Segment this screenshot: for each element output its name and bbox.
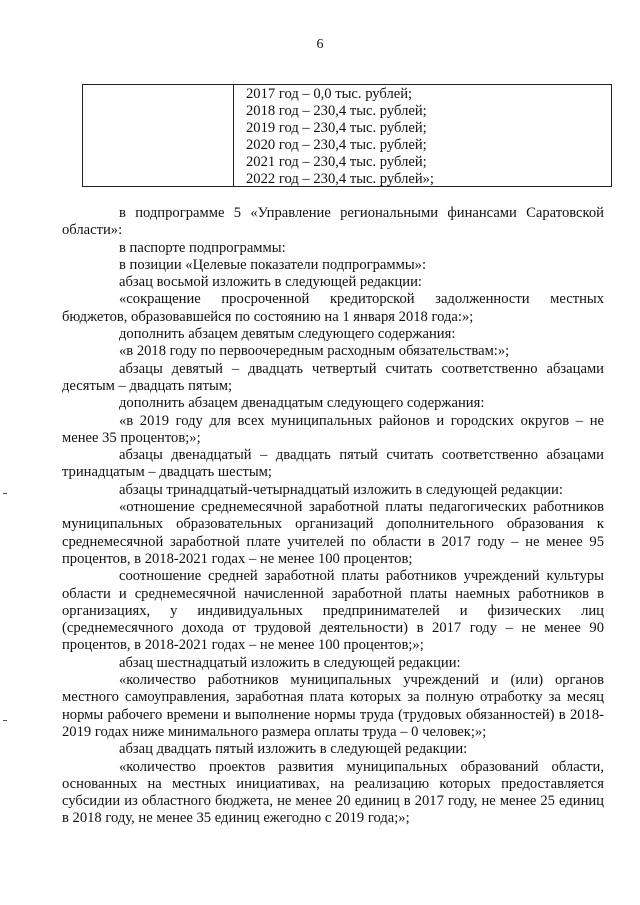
paragraph-teacher-salary: «отношение среднемесячной заработной платы педагогических работников муниципальных образовательных организаций дополнительного образования к среднемесячной заработной плате учителей по области в 2017 году – не менее 95 процентов, в 2018-2021 годах – не менее 100 процентов; bbox=[62, 499, 604, 567]
paragraph-13-14-edit: абзацы тринадцатый-четырнадцатый изложить в следующей редакции: bbox=[119, 481, 563, 498]
scan-margin-mark bbox=[3, 720, 7, 721]
funding-line-2017: 2017 год – 0,0 тыс. рублей; bbox=[246, 86, 413, 102]
paragraph-culture-salary: соотношение средней заработной платы работников учреждений культуры области и среднемесячной начисленной заработной платы наемных работников в организациях, у индивидуальных предпринимателей и физических лиц (среднемесячного дохода от трудовой деятельности) в 2017 году – не менее 90 процентов, в 2018-2021 годах – не менее 100 процентов;»; bbox=[62, 568, 604, 654]
paragraph-renumber-9-24: абзацы девятый – двадцать четвертый считать соответственно абзацами десятым – двадцать пятым; bbox=[62, 360, 604, 394]
paragraph-passport: в паспорте подпрограммы: bbox=[119, 239, 286, 256]
funding-line-2018: 2018 год – 230,4 тыс. рублей; bbox=[246, 102, 427, 119]
paragraph-sixteenth-edit: абзац шестнадцатый изложить в следующей редакции: bbox=[119, 654, 461, 671]
paragraph-debt-reduction: «сокращение просроченной кредиторской задолженности местных бюджетов, образовавшейся по состоянию на 1 января 2018 года:»; bbox=[62, 291, 604, 325]
paragraph-local-initiatives: «количество проектов развития муниципальных образований области, основанных на местных инициативах, на реализацию которых предоставляется субсидии из областного бюджета, не менее 20 единиц в 2017 году, не менее 25 единиц в 2018 году, не менее 35 единиц ежегодно с 2019 года;»; bbox=[62, 758, 604, 827]
paragraph-renumber-12-25: абзацы двенадцатый – двадцать пятый считать соответственно абзацами тринадцатым – двадцать шестым; bbox=[62, 447, 604, 481]
document-body bbox=[62, 205, 604, 828]
funding-table bbox=[82, 84, 612, 187]
scan-margin-mark bbox=[3, 493, 7, 494]
paragraph-25th-edit: абзац двадцать пятый изложить в следующей редакции: bbox=[119, 741, 468, 758]
paragraph-add-ninth: дополнить абзацем девятым следующего содержания: bbox=[119, 326, 456, 343]
funding-line-2021: 2021 год – 230,4 тыс. рублей; bbox=[246, 153, 427, 170]
paragraph-eighth-abzac: абзац восьмой изложить в следующей редакции: bbox=[119, 274, 422, 291]
paragraph-2019-districts: «в 2019 году для всех муниципальных районов и городских округов – не менее 35 процентов;»; bbox=[62, 412, 604, 446]
paragraph-target-indicators: в позиции «Целевые показатели подпрограммы»: bbox=[119, 256, 427, 273]
paragraph-min-wage: «количество работников муниципальных учреждений и (или) органов местного самоуправления, заработная плата которых за полную отработку за месяц нормы рабочего времени и выполнение нормы труда (трудовых обязанностей) в 2018-2019 годах ниже минимального размера оплаты труда – 0 человек;»; bbox=[62, 672, 604, 740]
paragraph-2018-priority: «в 2018 году по первоочередным расходным обязательствам:»; bbox=[119, 343, 510, 360]
paragraph-subprogram-5: в подпрограмме 5 «Управление региональными финансами Саратовской области»: bbox=[62, 205, 604, 239]
page-number: 6 bbox=[316, 37, 324, 52]
funding-line-2020: 2020 год – 230,4 тыс. рублей; bbox=[246, 136, 427, 153]
funding-table-empty-cell bbox=[83, 85, 234, 186]
funding-line-2019: 2019 год – 230,4 тыс. рублей; bbox=[246, 119, 427, 136]
funding-table-values-cell bbox=[234, 85, 611, 186]
funding-line-2022: 2022 год – 230,4 тыс. рублей»; bbox=[246, 170, 434, 187]
paragraph-add-twelfth: дополнить абзацем двенадцатым следующего содержания: bbox=[119, 395, 485, 412]
